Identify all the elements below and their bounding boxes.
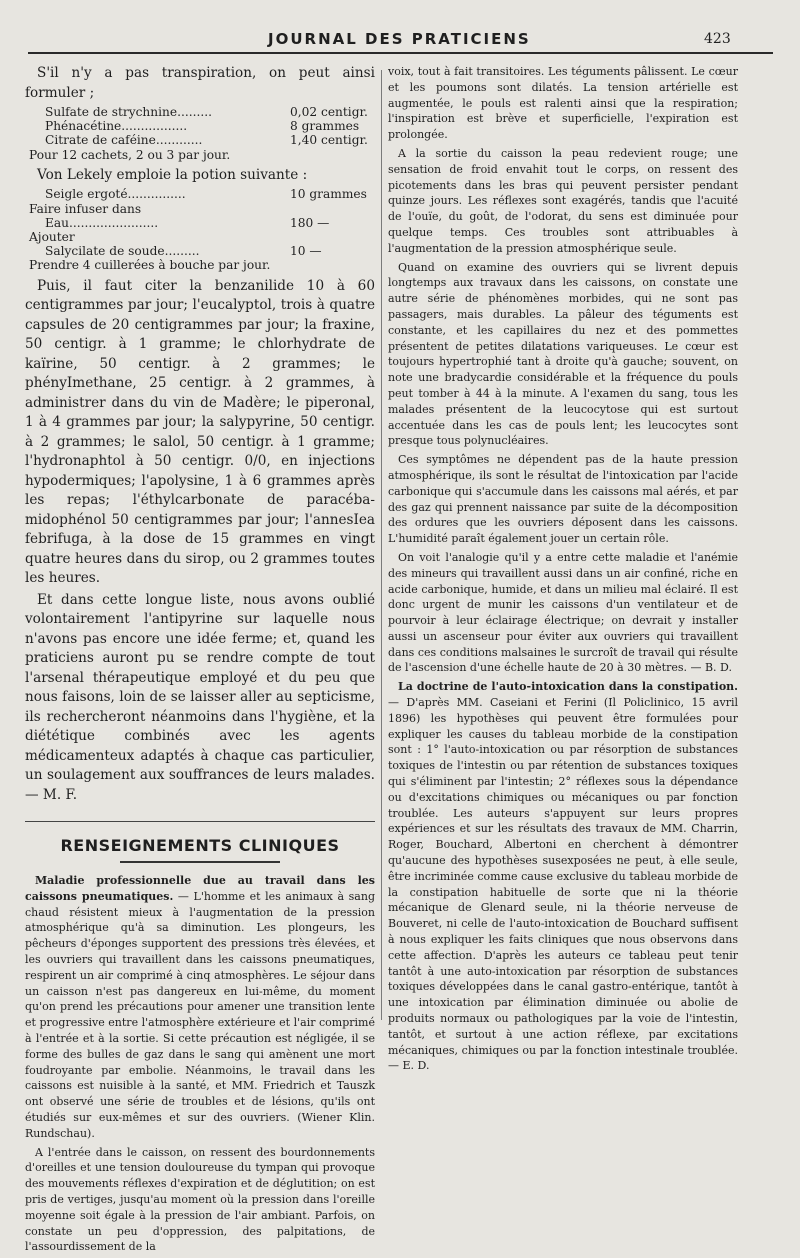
intro-formula-line: S'il n'y a pas transpiration, on peut ainsi formuler ; [25, 65, 375, 101]
article-constipation [388, 679, 738, 1074]
caissons-exit-paragraph: A la sortie du caisson la peau redevient rouge; une sensation de froid envahit tout le corps, on ressent des picotements dans les bras qui peuvent persister pendant quinze jours. Les réflexes sont exagérés, tandis que l'acuité de l'ouïe, du goût, de l'odorat, du sens est diminuée pour quelque temps. Ces troubles sont attribuables à l'augmentation de la pression atmosphérique seule. [388, 146, 738, 255]
potion-intro: Von Lekely emploie la potion suivante : [37, 166, 308, 183]
caissons-continuation: voix, tout à fait transitoires. Les téguments pâlissent. Le cœur et les poumons sont dilatés. La tension artérielle est augmentée, le pouls est ralenti ainsi que la respiration; l'inspiration est brève et superficielle, l'expiration est prolongée. [388, 65, 738, 142]
page-header [0, 0, 800, 60]
formula-1-line: Phénacétine................. 8 grammes [45, 119, 360, 134]
article-caissons-body: — L'homme et les animaux à sang chaud résistent mieux à l'augmentation de la pression atmosphérique qu'à sa diminution. Les plongeurs, les pêcheurs d'éponges supportent des pressions très élevées, et les ouvriers qui travaillent dans les caissons pneumatiques, respirent un air comprimé à cinq atmosphères. Le séjour dans un caisson n'est pas dangereux en lui-même, du moment qu'on prend les précautions pour amener une transition lente et progressive entre l'atmosphère extérieure et l'air comprimé à l'entrée et à la sortie. Si cette précaution est négligée, il se forme des bulles de gaz dans le sang qui amènent une mort foudroyante par embolie. Néanmoins, le travail dans les caissons est nuisible à la santé, et MM. Friedrich et Tauszk ont observé une série de troubles et de lésions, qu'ils ont étudiés sur eux-mêmes et sur des ouvriers. (Wiener Klin. Rundschau). [25, 889, 375, 1140]
header-rule [28, 52, 773, 54]
formula-1 [25, 105, 375, 162]
journal-title: JOURNAL DES PRATICIENS [268, 30, 531, 48]
drug-list-paragraph: Puis, il faut citer la benzanilide 10 à 60 centigrammes par jour; l'eucalyptol, trois à quatre capsules de 20 centigrammes par jour; la fraxine, 50 centigr. à 1 gramme; le chlorhydrate de kaïrine, 50 centigr. à 2 grammes; le phényImethane, 25 centigr. à 2 grammes, à administrer dans du vin de Madère; le piperonal, 1 à 4 grammes par jour; la salypyrine, 50 centigr. à 2 grammes; le salol, 50 centigr. à 1 gramme; l'hydronaphtol à 50 centigr. 0/0, en injections hypodermiques; l'apolysine, 1 à 6 grammes après les repas; l'éthylcarbonate de paracéba-midophénol 50 centigrammes par jour; l'annesIea febrifuga, à la dose de 15 grammes en vingt quatre heures dans du sirop, ou 2 grammes toutes les heures. [25, 277, 375, 587]
caissons-paragraph: A l'entrée dans le caisson, on ressent des bourdonnements d'oreilles et une tension douloureuse du tympan qui provoque des mouvements réflexes d'expiration et de déglutition; on est pris de vertiges, jusqu'au moment où la pression dans l'oreille moyenne soit égale à la pression de l'air ambiant. Parfois, on constate un peu d'oppression, des palpitations, de l'assourdissement de la [25, 1145, 375, 1254]
article-caissons-title: Maladie professionnelle due au travail dans les caissons pneumatiques. [25, 874, 375, 903]
article-constipation-title: La doctrine de l'auto-intoxication dans la constipation. [398, 680, 738, 694]
formula-2-note: Prendre 4 cuillerées à bouche par jour. [29, 258, 271, 273]
caissons-chronic-paragraph: Quand on examine des ouvriers qui se livrent depuis longtemps aux travaux dans les caissons, on constate une autre série de phénomènes morbides, qui ne sont pas passagers, mais durables. La pâleur des téguments est constante, et les capillaires du nez et des pommettes présentent de petites dilatations variqueuses. Le cœur est toujours hypertrophié tant à droite qu'à gauche; souvent, on note une bradycardie considérable et la fréquence du pouls peut tomber à 44 à la minute. A l'examen du sang, tous les malades présentent de la leucocytose qui est surtout accentuée dans les cas de pouls lent; les leucocytes sont presque tous polynucléaires. [388, 260, 738, 448]
formula-1-line: Sulfate de strychnine......... 0,02 centigr. [45, 105, 368, 119]
formula-1-note: Pour 12 cachets, 2 ou 3 par jour. [29, 147, 231, 162]
right-column [388, 64, 738, 1077]
section-title-rule [120, 861, 280, 863]
page-number: 423 [704, 31, 731, 47]
formula-1-line: Citrate de caféine............ 1,40 centigr. [45, 133, 368, 148]
column-divider [381, 70, 382, 1020]
article-caissons [25, 873, 375, 1142]
formula-2-instruction: Faire infuser dans [29, 201, 142, 216]
formula-2-line: Seigle ergoté............... 10 grammes [45, 187, 367, 202]
formula-2 [25, 187, 375, 272]
conclusion-paragraph: Et dans cette longue liste, nous avons oublié volontairement l'antipyrine sur laquelle nous n'avons pas encore une idée ferme; et, quand les praticiens auront pu se rendre compte de tout l'arsenal thérapeutique employé et du peu que nous faisons, loin de se laisser aller au septicisme, ils rechercheront néanmoins dans l'hygiène, et la diététique combinés avec les agents médicamenteux adaptés à chaque cas particulier, un soulagement aux souffrances de leurs malades. — M. F. [25, 591, 375, 803]
formula-2-instruction: Ajouter [29, 229, 75, 244]
caissons-prevention-paragraph: On voit l'analogie qu'il y a entre cette maladie et l'anémie des mineurs qui travaillent aussi dans un air confiné, riche en acide carbonique, humide, et dans un milieu mal éclairé. Il est donc urgent de munir les caissons d'un ventilateur et de pourvoir à leur éclairage électrique; on devrait y installer aussi un ascenseur pour éviter aux ouvriers qui travaillent dans ces conditions malsaines le surcroît de travail qui résulte de l'ascension d'une échelle haute de 20 à 30 mètres. — B. D. [388, 550, 738, 675]
formula-2-line: Salycilate de soude......... 10 — [45, 244, 322, 259]
left-column [25, 64, 375, 1258]
article-constipation-body: — D'après MM. Caseiani et Ferini (Il Policlinico, 15 avril 1896) les hypothèses qui peuvent être formulées pour expliquer les causes du tableau morbide de la constipation sont : 1° l'auto-intoxication ou par résorption de substances toxiques de l'intestin ou par rétention de substances toxiques qui s'éliminent par l'intestin; 2° réflexes sous la dépendance ou d'excitations chimiques ou mécaniques ou par fonction troublée. Les auteurs s'appuyent sur leurs propres expériences et sur les résultats des travaux de MM. Charrin, Roger, Bouchard, Albertoni en cherchent à démontrer qu'aucune des hypothèses susexposées ne peut, à elle seule, être incriminée comme cause exclusive du tableau morbide de la constipation habituelle de sorte que ni la théorie mécanique de Glenard seule, ni la théorie nerveuse de Bouveret, ni celle de l'auto-intoxication de Bouchard suffisent à nous expliquer les faits cliniques que nous observons dans cette affection. D'après les auteurs ce tableau peut tenir tantôt à une auto-intoxication par résorption de substances toxiques développées dans le canal gastro-entérique, tantôt à une intoxication par élimination diminuée ou abolie de produits normaux ou pathologiques par la voie de l'intestin, tantôt, et surtout à une action réflexe, par excitations mécaniques, chimiques ou par la fonction intestinale troublée. — E. D. [388, 696, 738, 1073]
section-title: RENSEIGNEMENTS CLINIQUES [25, 821, 375, 855]
formula-2-line: Eau....................... 180 — [45, 215, 330, 230]
caissons-cause-paragraph: Ces symptômes ne dépendent pas de la haute pression atmosphérique, ils sont le résultat de l'intoxication par l'acide carbonique qui s'accumule dans les caissons mal aérés, et par des gaz qui prennent naissance par suite de la décomposition des ordures que les ouvriers déposent dans les caissons. L'humidité paraît également jouer un certain rôle. [388, 453, 738, 546]
